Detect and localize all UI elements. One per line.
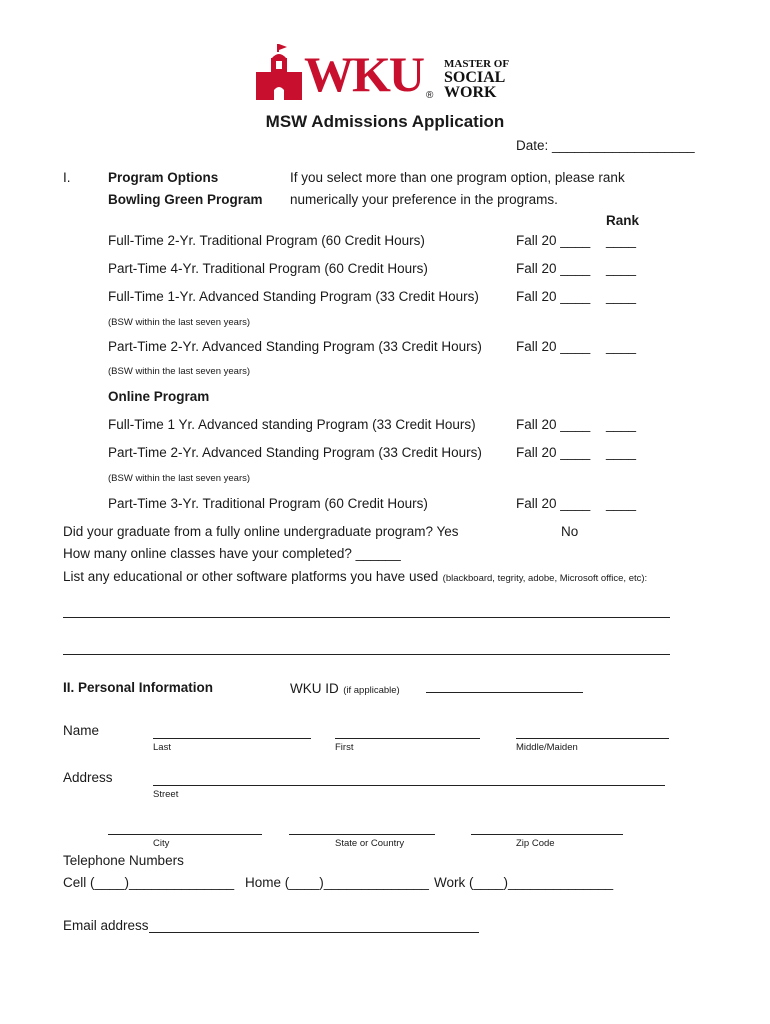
program-term-field[interactable]: Fall 20 ____ [516, 496, 591, 511]
cell-phone-field[interactable]: Cell (____)______________ [63, 875, 235, 890]
program-term-field[interactable]: Fall 20 ____ [516, 233, 591, 248]
street-input[interactable] [153, 785, 665, 786]
program-label: Full-Time 2-Yr. Traditional Program (60 Credit Hours) [108, 233, 425, 248]
program-label: Part-Time 4-Yr. Traditional Program (60 Credit Hours) [108, 261, 428, 276]
program-rank-field[interactable]: ____ [606, 339, 637, 354]
last-name-input[interactable] [153, 738, 311, 739]
program-term-field[interactable]: Fall 20 ____ [516, 339, 591, 354]
city-caption: City [153, 838, 170, 849]
software-question-examples: (blackboard, tegrity, adobe, Microsoft office, etc): [442, 573, 648, 584]
program-rank-field[interactable]: ____ [606, 417, 637, 432]
name-label: Name [63, 723, 100, 738]
bsw-note: (BSW within the last seven years) [108, 366, 251, 377]
state-input[interactable] [289, 834, 435, 835]
program-label: Part-Time 3-Yr. Traditional Program (60 Credit Hours) [108, 496, 428, 511]
personal-info-heading: II. Personal Information [63, 680, 214, 695]
email-input[interactable] [149, 932, 479, 933]
work-phone-field[interactable]: Work (____)______________ [434, 875, 614, 890]
program-rank-field[interactable]: ____ [606, 289, 637, 304]
logo-line-3: WORK [444, 84, 497, 101]
software-question-text: List any educational or other software platforms you have used [63, 569, 439, 584]
wku-id-input[interactable] [426, 692, 583, 693]
rank-instruction-line-1: If you select more than one program option, please rank [290, 170, 625, 185]
program-options-heading: Program Options [108, 170, 219, 185]
page-title: MSW Admissions Application [265, 112, 505, 131]
first-name-input[interactable] [335, 738, 480, 739]
wku-id-label [290, 680, 400, 698]
middle-name-input[interactable] [516, 738, 669, 739]
wku-id-note: (if applicable) [343, 685, 400, 696]
zip-input[interactable] [471, 834, 623, 835]
address-label: Address [63, 770, 113, 785]
online-grad-no-option[interactable]: No [561, 524, 579, 539]
section-1-numeral: I. [63, 170, 71, 185]
bowling-green-heading: Bowling Green Program [108, 192, 263, 207]
bsw-note: (BSW within the last seven years) [108, 473, 251, 484]
date-field[interactable]: Date: ___________________ [516, 138, 695, 153]
city-input[interactable] [108, 834, 262, 835]
online-program-heading: Online Program [108, 389, 210, 404]
logo-line-2: SOCIAL [444, 69, 506, 86]
program-term-field[interactable]: Fall 20 ____ [516, 417, 591, 432]
program-label: Part-Time 2-Yr. Advanced Standing Program (33 Credit Hours) [108, 445, 482, 460]
software-answer-line-2[interactable] [63, 654, 670, 655]
telephone-label: Telephone Numbers [63, 853, 184, 868]
street-caption: Street [153, 789, 179, 800]
email-label: Email address [63, 918, 149, 933]
program-label: Full-Time 1-Yr. Advanced Standing Program (33 Credit Hours) [108, 289, 479, 304]
logo-brand-text: WKU [304, 46, 423, 102]
rank-instruction-line-2: numerically your preference in the programs. [290, 192, 558, 207]
program-rank-field[interactable]: ____ [606, 445, 637, 460]
zip-caption: Zip Code [516, 838, 555, 849]
first-name-caption: First [335, 742, 354, 753]
online-grad-question: Did your graduate from a fully online undergraduate program? Yes [63, 524, 459, 539]
program-rank-field[interactable]: ____ [606, 496, 637, 511]
home-phone-field[interactable]: Home (____)______________ [245, 875, 429, 890]
online-classes-question[interactable]: How many online classes have your completed? ______ [63, 546, 401, 561]
bsw-note: (BSW within the last seven years) [108, 317, 251, 328]
program-term-field[interactable]: Fall 20 ____ [516, 289, 591, 304]
program-term-field[interactable]: Fall 20 ____ [516, 261, 591, 276]
software-question [63, 568, 647, 586]
state-caption: State or Country [335, 838, 405, 849]
program-rank-field[interactable]: ____ [606, 261, 637, 276]
rank-column-header: Rank [606, 213, 640, 228]
cupola-building-icon [256, 44, 302, 100]
software-answer-line-1[interactable] [63, 617, 670, 618]
program-term-field[interactable]: Fall 20 ____ [516, 445, 591, 460]
middle-name-caption: Middle/Maiden [516, 742, 578, 753]
program-label: Part-Time 2-Yr. Advanced Standing Program (33 Credit Hours) [108, 339, 482, 354]
logo-line-1: MASTER OF [444, 58, 510, 70]
wku-id-label-text: WKU ID [290, 681, 339, 696]
last-name-caption: Last [153, 742, 171, 753]
logo-registered-mark: ® [426, 90, 434, 101]
program-label: Full-Time 1 Yr. Advanced standing Program (33 Credit Hours) [108, 417, 476, 432]
program-rank-field[interactable]: ____ [606, 233, 637, 248]
